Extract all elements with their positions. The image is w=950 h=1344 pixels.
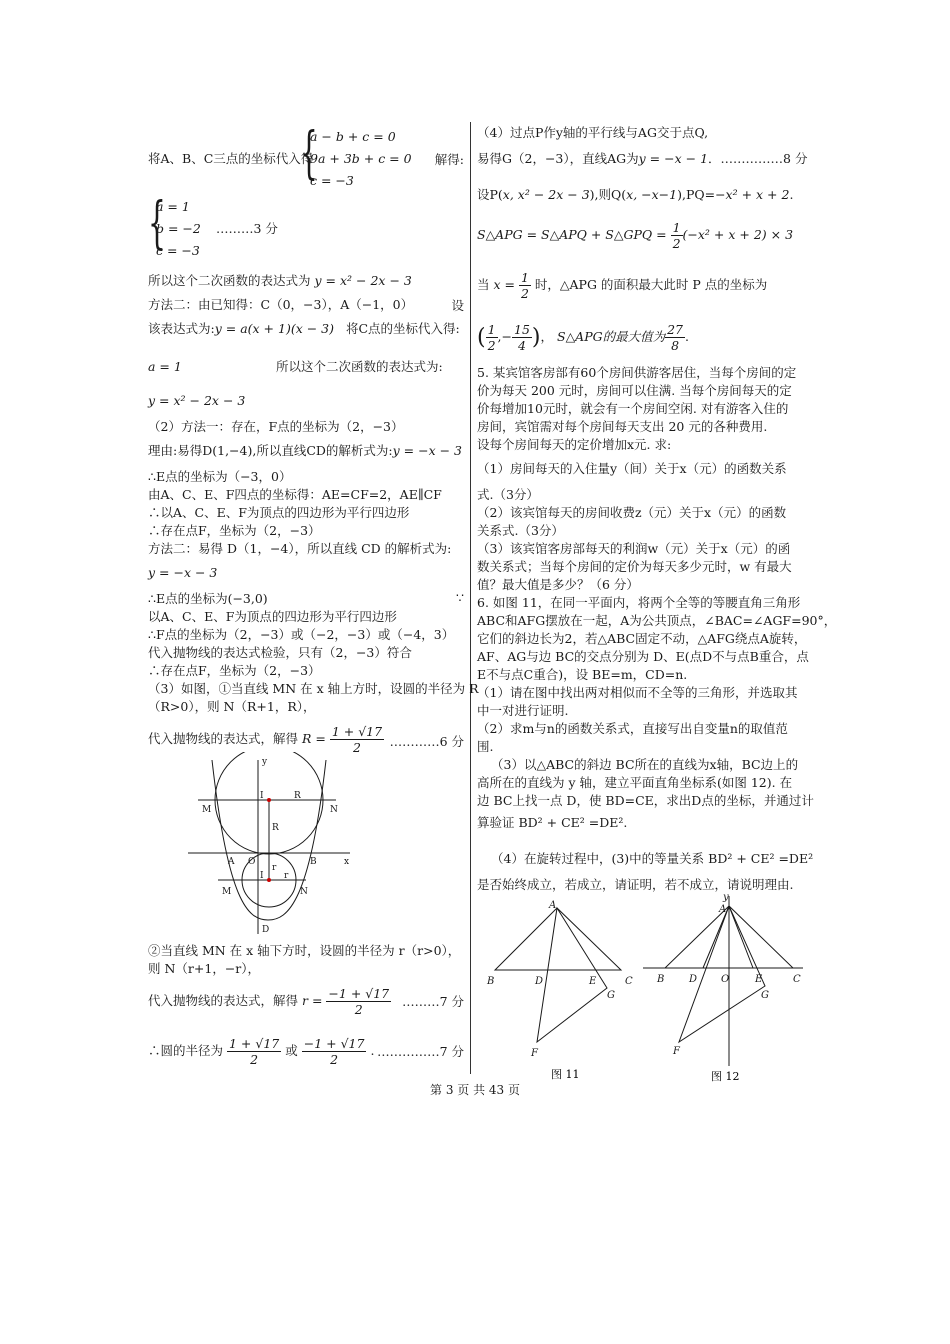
label-M: M: [202, 805, 212, 815]
label-O: O: [721, 974, 730, 985]
line-12: ∴以A、C、E、F为顶点的四边形为平行四边形: [148, 505, 410, 520]
label-F: F: [531, 1048, 538, 1059]
figure-12: [637, 888, 805, 1082]
page-footer: 第 3 页 共 43 页: [430, 1083, 520, 1097]
q3-line: （3）该宾馆客房部每天的利润w（元）关于x（元）的函: [477, 541, 791, 556]
line-4: 方法二：由已知得：C（0，−3），A（−1，0）: [148, 297, 414, 312]
score-7a: ………7 分: [402, 994, 464, 1009]
label-D: D: [689, 974, 698, 985]
circle-parabola-figure: [188, 752, 418, 937]
caption-fig11: 图 11: [551, 1068, 580, 1080]
label-I2: I: [260, 871, 264, 881]
line-25: 则 N（r+1，−r），: [148, 961, 261, 976]
line-5: 该表达式为:y = a(x + 1)(x − 3) 将C点的坐标代入得:: [148, 321, 460, 336]
s2-line: 围.: [477, 739, 494, 754]
solution-a: a = 1: [156, 199, 190, 214]
label-A: A: [549, 900, 557, 911]
score-7b: ……………7 分: [377, 1044, 464, 1059]
line-16: ∴E点的坐标为(−3,0): [148, 591, 268, 606]
label-C: C: [793, 974, 801, 985]
equation-2: 9a + 3b + c = 0: [310, 151, 412, 166]
label-r: r: [284, 871, 289, 881]
caption-fig12: 图 12: [711, 1070, 740, 1082]
solution-b: b = −2: [156, 221, 201, 236]
r-line-6: ( $\frac{1}{2}$ ,− $\frac{15}{4}$ )， S△APG的最大值为 $\frac{27}{8}$ .: [477, 322, 689, 353]
r-line-3: 设P(x, x² − 2x − 3),则Q(x, −x−1),PQ=−x² + x + 2.: [477, 187, 794, 202]
line-13: ∴存在点F，坐标为（2，−3）: [148, 523, 321, 538]
line-3: 所以这个二次函数的表达式为 y = x² − 2x − 3: [148, 273, 412, 288]
line-ad: [703, 906, 729, 968]
solution-c: c = −3: [156, 243, 200, 258]
label-A: A: [719, 904, 727, 915]
s1-line: 中一对进行证明.: [477, 703, 569, 718]
line-14: 方法二：易得 D（1，−4），所以直线 CD 的解析式为:: [148, 541, 452, 556]
equation-3: c = −3: [310, 173, 354, 188]
line-6: 所以这个二次函数的表达式为:: [276, 359, 443, 374]
label-F: F: [673, 1046, 680, 1057]
label-R2: R: [272, 823, 279, 833]
q1-line: 式.（3分）: [477, 487, 539, 502]
line-8: （2）方法一：存在，F点的坐标为（2，−3）: [148, 419, 404, 434]
label-r2: r: [272, 863, 277, 873]
q3-line: 数关系式；当每个房间的定价为每天多少元时，w 有最大: [477, 559, 792, 574]
line-19: 代入抛物线的表达式检验，只有（2，−3）符合: [148, 645, 412, 660]
line-10: ∴E点的坐标为（−3，0）: [148, 469, 292, 484]
line-11: 由A、C、E、F四点的坐标得：AE=CF=2，AE∥CF: [148, 487, 442, 502]
p6-line: AF、AG与边 BC的交点分别为 D、E(点D不与点B重合，点: [477, 649, 809, 664]
p5-line: 房间，宾馆需对每个房间每天支出 20 元的各种费用.: [477, 419, 768, 434]
line-26: 代入抛物线的表达式，解得 r = $\frac{-1 + √17}{2}$: [148, 986, 390, 1017]
column-divider: [470, 122, 471, 1074]
p5-line: 价每增加10元时，就会有一个房间空闲. 对有游客入住的: [477, 401, 789, 416]
triangle-abc: [495, 908, 621, 970]
line-7: y = x² − 2x − 3: [148, 393, 246, 408]
s3-line: （3）以△ABC的斜边 BC所在的直线为x轴，BC边上的: [491, 757, 799, 772]
label-O: O: [248, 857, 256, 867]
p6-line: E不与点C重合)，设 BE=m，CD=n.: [477, 667, 688, 682]
s2-line: （2）求m与n的函数关系式，直接写出自变量n的取值范: [477, 721, 788, 736]
lower-center-dot: [267, 878, 271, 882]
s4-line: （4）在旋转过程中，(3)中的等量关系 BD² + CE² =DE²: [491, 851, 814, 866]
label-B: B: [310, 857, 317, 867]
q3-line: 值？最大值是多少？（6 分）: [477, 577, 639, 592]
s3-line: 算验证 BD² + CE² =DE².: [477, 815, 628, 830]
p5-line: 5. 某宾馆客房部有60个房间供游客居住，当每个房间的定: [477, 365, 797, 380]
solve-label: 解得:: [434, 152, 464, 167]
upper-center-dot: [267, 798, 271, 802]
label-y: y: [723, 892, 729, 903]
p6-line: ABC和AFG摆放在一起，A为公共顶点，∠BAC=∠AGF=90°，: [477, 613, 837, 628]
line-6-math: a = 1: [148, 359, 182, 374]
line-21: （3）如图，①当直线 MN 在 x 轴上方时，设圆的半径为 R: [148, 681, 479, 696]
equation-1: a − b + c = 0: [310, 129, 396, 144]
r-line-5: 当 x = $\frac{1}{2}$ 时，△APG 的面积最大此时 P 点的坐标为: [477, 270, 768, 301]
because-symbol: ∵: [456, 590, 464, 605]
p6-line: 6. 如图 11，在同一平面内，将两个全等的等腰直角三角形: [477, 595, 801, 610]
line-24: ②当直线 MN 在 x 轴下方时，设圆的半径为 r（r>0），: [148, 943, 461, 958]
label-G: G: [607, 990, 615, 1001]
label-G: G: [761, 990, 769, 1001]
line-27: ∴圆的半径为 $\frac{1 + √17}{2}$ 或 $\frac{-1 + √17}{2}$ .: [148, 1036, 375, 1067]
substitute-line: [148, 150, 313, 167]
r-line-1: （4）过点P作y轴的平行线与AG交于点Q,: [477, 125, 709, 140]
line-15: y = −x − 3: [148, 565, 218, 580]
figure-11: [485, 900, 635, 1080]
s1-line: （1）请在图中找出两对相似而不全等的三角形，并选取其: [477, 685, 798, 700]
left-brace: {: [300, 121, 318, 186]
line-18: ∴F点的坐标为（2，−3）或（−2，−3）或（−4，3）: [148, 627, 455, 642]
line-ae: [729, 906, 753, 968]
r-line-4: S△APG = S△APQ + S△GPQ = $\frac{1}{2}$ (−x² + x + 2) × 3: [477, 220, 794, 251]
p6-line: 它们的斜边长为2，若△ABC固定不动，△AFG绕点A旋转，: [477, 631, 807, 646]
label-R: R: [294, 791, 301, 801]
s3-line: 边 BC上找一点 D，使 BD=CE，求出D点的坐标，并通过计: [477, 793, 814, 808]
q2-line: 关系式.（3分）: [477, 523, 564, 538]
label-y: y: [262, 757, 268, 767]
label-E: E: [589, 976, 597, 987]
p5-line: 价为每天 200 元时，房间可以住满. 当每个房间每天的定: [477, 383, 792, 398]
q2-line: （2）该宾馆每天的房间收费z（元）关于x（元）的函数: [477, 505, 787, 520]
label-E: E: [755, 974, 763, 985]
label-N: N: [330, 805, 338, 815]
r-line-2: 易得G（2，−3），直线AG为y = −x − 1．……………8 分: [477, 151, 808, 166]
score-6: …………6 分: [389, 734, 464, 749]
label-I: I: [260, 791, 264, 801]
label-N2: N: [300, 887, 308, 897]
text: 将A、B、C三点的坐标代入得: [148, 151, 314, 166]
label-x: x: [344, 857, 350, 867]
q1-line: （1）房间每天的入住量y（间）关于x（元）的函数关系: [477, 461, 787, 476]
s3-line: 高所在的直线为 y 轴，建立平面直角坐标系(如图 12). 在: [477, 775, 793, 790]
left-brace-2: {: [148, 191, 166, 256]
label-D: D: [262, 925, 270, 935]
line-23: 代入抛物线的表达式，解得 R = $\frac{1 + √17}{2}$: [148, 724, 383, 755]
label-B: B: [487, 976, 495, 987]
line-22: （R>0），则 N（R+1，R），: [148, 699, 316, 714]
s4-line: 是否始终成立，若成立，请证明，若不成立，请说明理由.: [477, 877, 794, 892]
line-9: 理由:易得D(1,−4),所以直线CD的解析式为:y = −x − 3: [148, 443, 463, 458]
label-C: C: [625, 976, 633, 987]
label-M2: M: [222, 887, 232, 897]
label-B: B: [657, 974, 665, 985]
line-17: 以A、C、E、F为顶点的四边形为平行四边形: [148, 609, 397, 624]
score-marker: ………3 分: [216, 221, 278, 236]
line-4-end: 设: [451, 298, 464, 313]
label-A: A: [228, 857, 235, 867]
label-D: D: [535, 976, 544, 987]
line-20: ∴存在点F，坐标为（2，−3）: [148, 663, 321, 678]
triangle-afg: [537, 908, 607, 1042]
p5-line: 设每个房间每天的定价增加x元. 求:: [477, 437, 672, 452]
